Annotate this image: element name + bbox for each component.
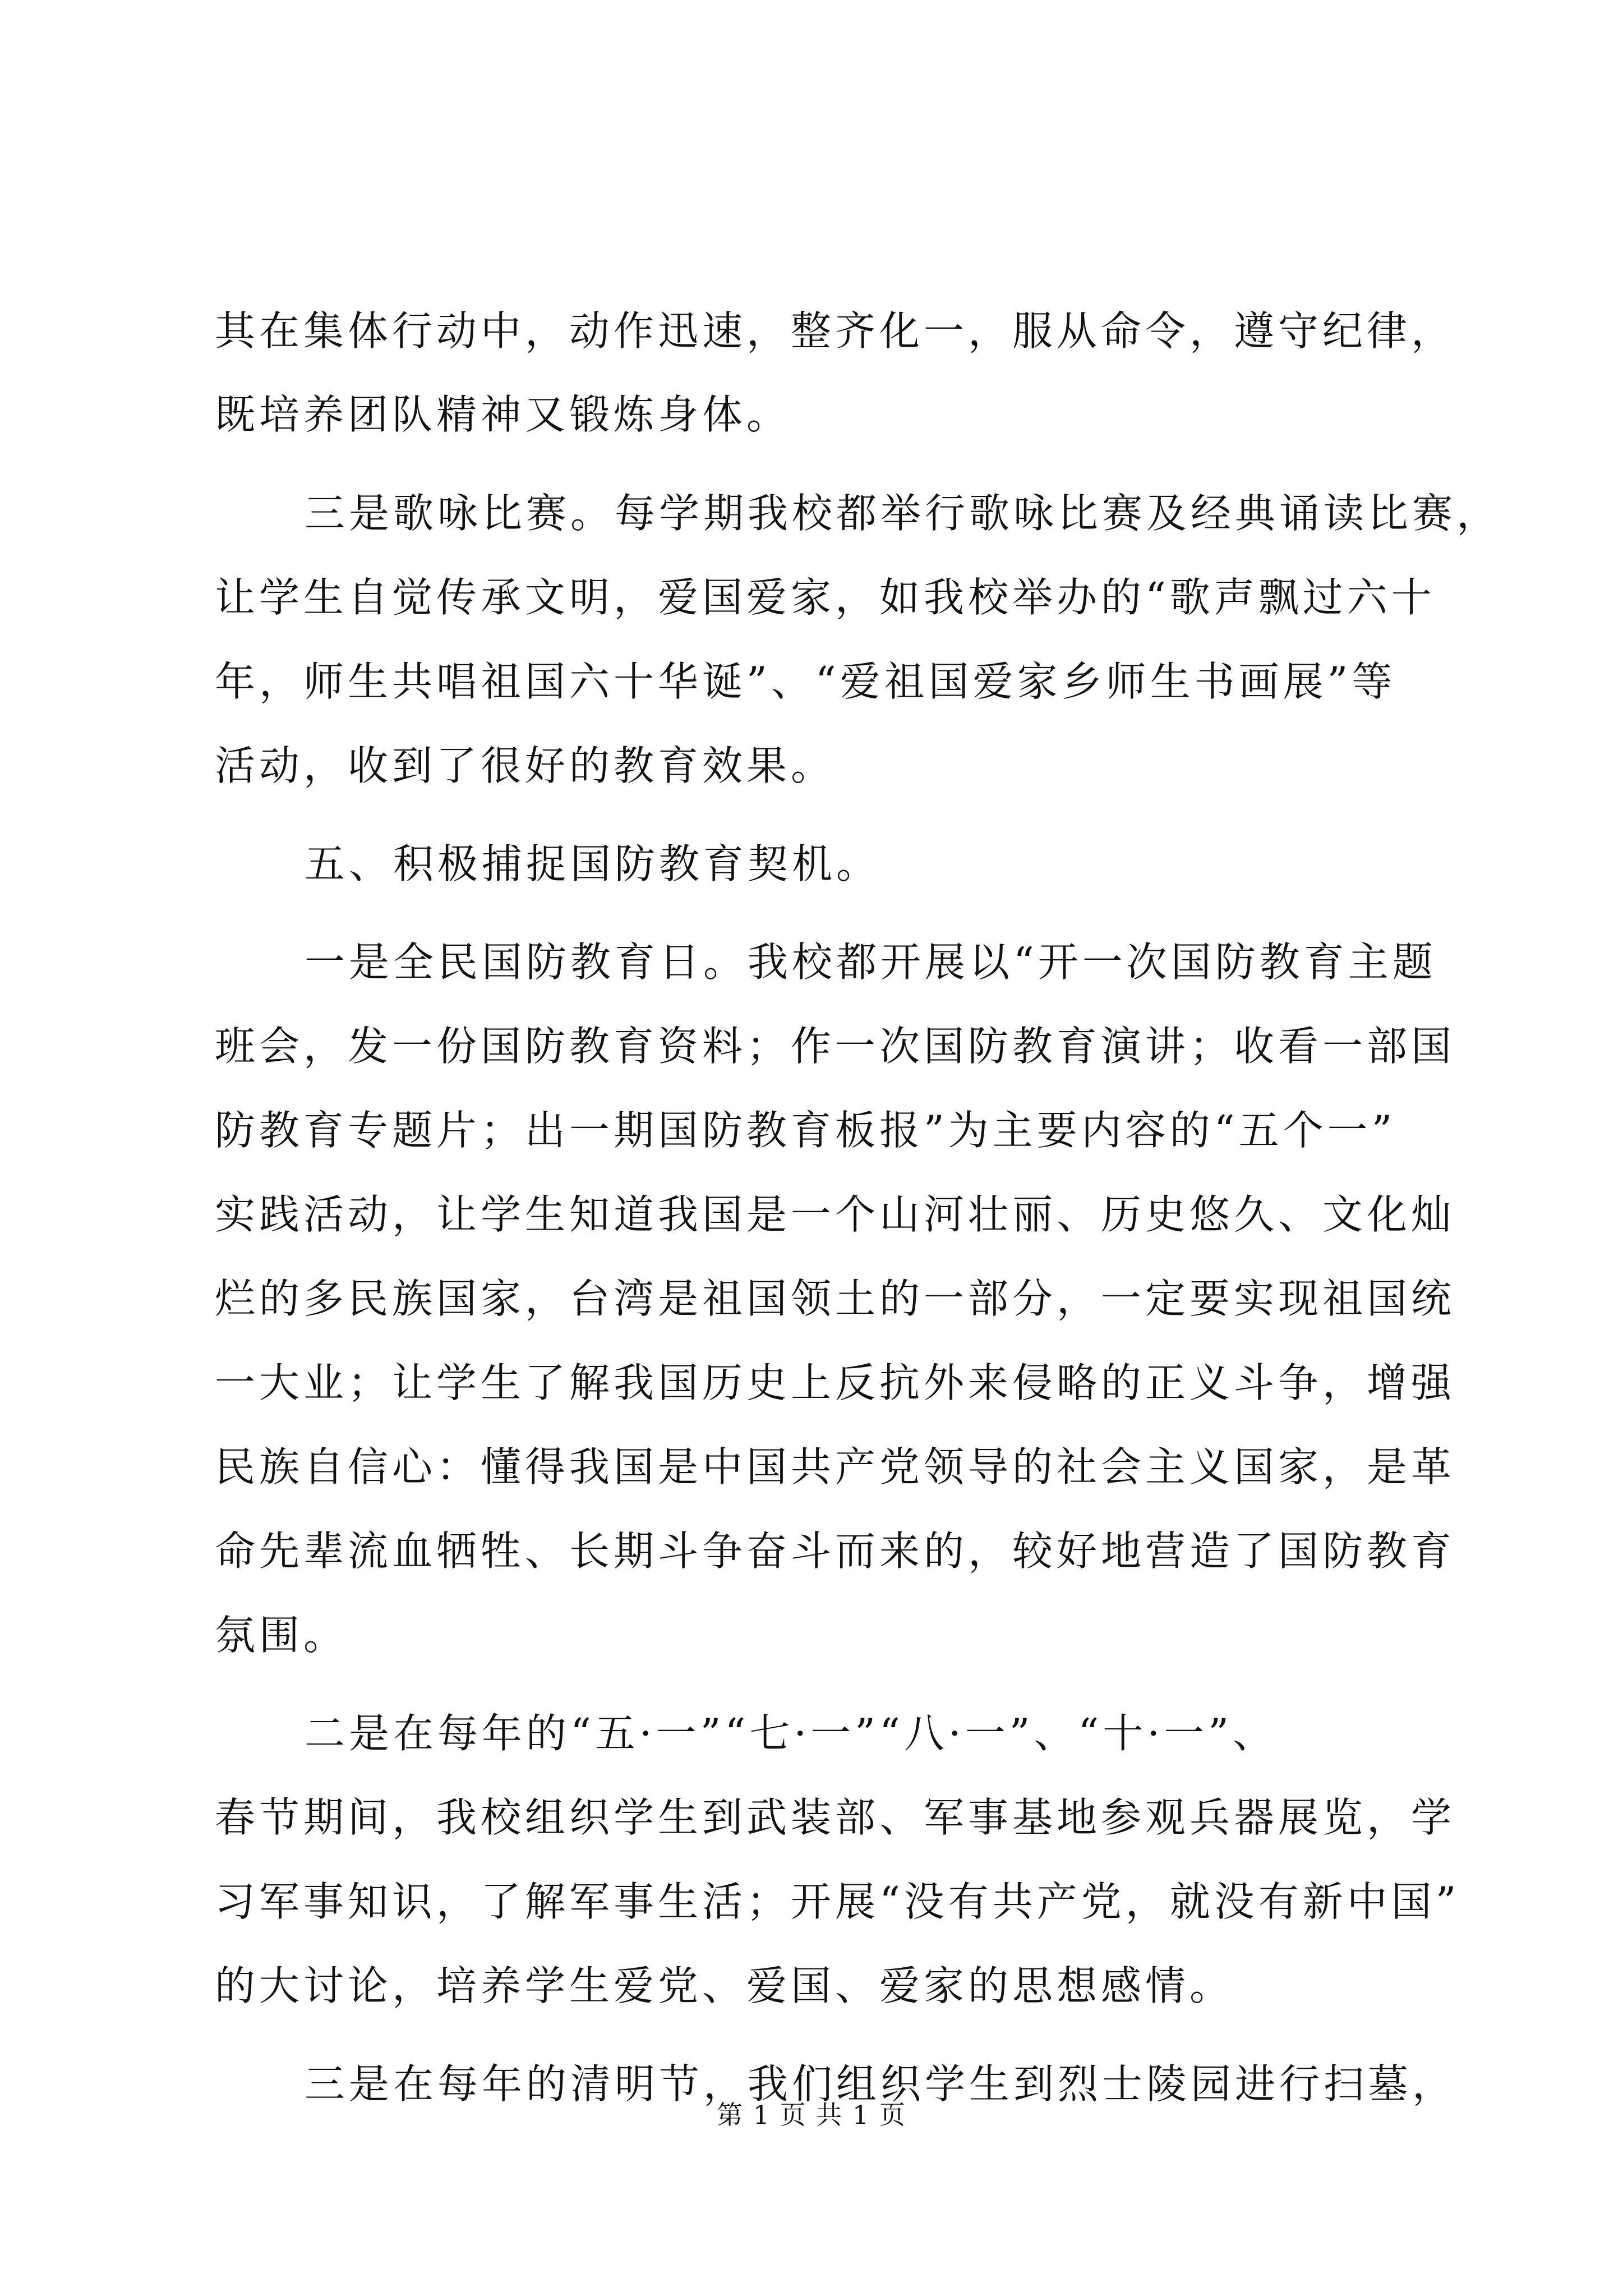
text-line: 年，师生共唱祖国六十华诞”、“爱祖国爱家乡师生书画展”等 xyxy=(215,658,1396,705)
section-heading: 五、积极捕捉国防教育契机。 xyxy=(305,840,881,887)
text-line: 活动，收到了很好的教育效果。 xyxy=(215,742,836,789)
text-line: 氛围。 xyxy=(215,1612,348,1659)
text-line: 既培养团队精神又锻炼身体。 xyxy=(215,391,791,438)
text-line: 实践活动，让学生知道我国是一个山河壮丽、历史悠久、文化灿 xyxy=(215,1191,1456,1238)
paragraph-start-line: 二是在每年的“五·一”“七·一”“八·一”、“十·一”、 xyxy=(305,1710,1278,1757)
text-line: 一大业；让学生了解我国历史上反抗外来侵略的正义斗争，增强 xyxy=(215,1359,1456,1406)
text-line: 春节期间，我校组织学生到武装部、军事基地参观兵器展览，学 xyxy=(215,1794,1456,1841)
paragraph-start-line: 一是全民国防教育日。我校都开展以“开一次国防教育主题 xyxy=(305,938,1437,986)
text-line: 其在集体行动中，动作迅速，整齐化一，服从命令，遵守纪律， xyxy=(215,307,1456,355)
text-line: 民族自信心：懂得我国是中国共产党领导的社会主义国家，是革 xyxy=(215,1443,1456,1490)
text-line: 命先辈流血牺牲、长期斗争奋斗而来的，较好地营造了国防教育 xyxy=(215,1527,1456,1575)
text-line: 的大讨论，培养学生爱党、爱国、爱家的思想感情。 xyxy=(215,1962,1234,2009)
text-line: 让学生自觉传承文明，爱国爱家，如我校举办的“歌声飘过六十 xyxy=(215,574,1436,621)
text-line: 班会，发一份国防教育资料；作一次国防教育演讲；收看一部国 xyxy=(215,1023,1456,1070)
text-line: 烂的多民族国家，台湾是祖国领土的一部分，一定要实现祖国统 xyxy=(215,1275,1456,1322)
paragraph-start-line: 三是在每年的清明节，我们组织学生到烈士陵园进行扫墓， xyxy=(305,2060,1457,2108)
page-footer: 第 1 页 共 1 页 xyxy=(717,2100,906,2130)
text-line: 防教育专题片；出一期国防教育板报”为主要内容的“五个一” xyxy=(215,1107,1396,1154)
paragraph-start-line: 三是歌咏比赛。每学期我校都举行歌咏比赛及经典诵读比赛， xyxy=(305,490,1501,537)
text-line: 习军事知识，了解军事生活；开展“没有共产党，就没有新中国” xyxy=(215,1878,1460,1925)
